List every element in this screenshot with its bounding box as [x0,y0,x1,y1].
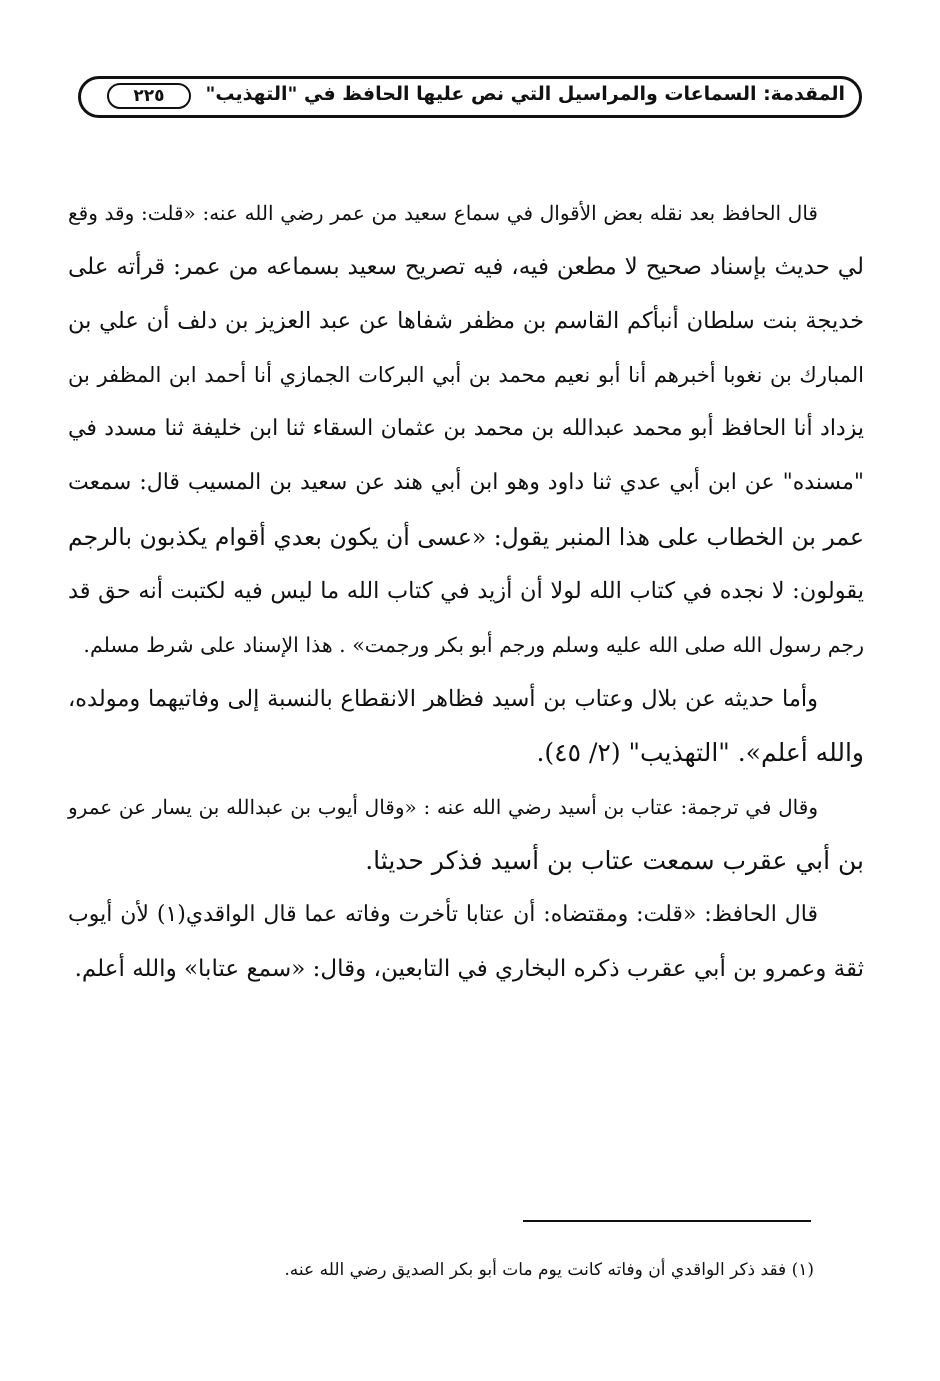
footnote-separator [523,1220,811,1222]
text-line: المبارك بن نغوبا أخبرهم أنا أبو نعيم محمد بن أبي البركات الجمازي أنا أحمد ابن المظفر بن [68,363,864,387]
text-line: قال الحافظ بعد نقله بعض الأقوال في سماع سعيد من عمر رضي الله عنه: «قلت: وقد وقع [68,201,818,225]
main-text [68,186,864,996]
text-line: عمر بن الخطاب على هذا المنبر يقول: «عسى أن يكون بعدي أقوام يكذبون بالرجم [68,523,864,551]
text-line: يقولون: لا نجده في كتاب الله لولا أن أزيد في كتاب الله ما ليس فيه لكتبت أنه حق قد [68,578,864,604]
header-title: المقدمة: السماعات والمراسيل التي نص عليها الحافظ في "التهذيب" [205,83,845,105]
text-line: قال الحافظ: «قلت: ومقتضاه: أن عتابا تأخرت وفاته عما قال الواقدي(١) لأن أيوب [68,902,818,927]
page-number-badge: ٢٢٥ [107,83,191,109]
running-header [78,76,862,118]
text-line: لي حديث بإسناد صحيح لا مطعن فيه، فيه تصريح سعيد بسماعه من عمر: قرأته على [68,254,864,280]
text-line: وقال في ترجمة: عتاب بن أسيد رضي الله عنه : «وقال أيوب بن عبدالله بن يسار عن عمرو [68,795,818,819]
text-line: والله أعلم». "التهذيب" (٢/ ٤٥). [536,738,864,767]
text-line: ثقة وعمرو بن أبي عقرب ذكره البخاري في التابعين، وقال: «سمع عتابا» والله أعلم. [74,956,864,982]
footnote: (١) فقد ذكر الواقدي أن وفاته كانت يوم مات أبو بكر الصديق رضي الله عنه. [284,1260,814,1280]
text-line: بن أبي عقرب سمعت عتاب بن أسيد فذكر حديثا. [365,846,864,875]
text-line: رجم رسول الله صلى الله عليه وسلم ورجم أبو بكر ورجمت» . هذا الإسناد على شرط مسلم. [83,633,864,657]
text-line: خديجة بنت سلطان أنبأكم القاسم بن مظفر شفاها عن عبد العزيز بن دلف أن علي بن [68,308,864,334]
text-line: وأما حديثه عن بلال وعتاب بن أسيد فظاهر الانقطاع بالنسبة إلى وفاتيهما ومولده، [68,686,818,712]
text-line: "مسنده" عن ابن أبي عدي ثنا داود وهو ابن أبي هند عن سعيد بن المسيب قال: سمعت [68,470,864,495]
text-line: يزداد أنا الحافظ أبو محمد عبدالله بن محمد بن عثمان السقاء ثنا ابن خليفة ثنا مسدد في [68,416,864,441]
